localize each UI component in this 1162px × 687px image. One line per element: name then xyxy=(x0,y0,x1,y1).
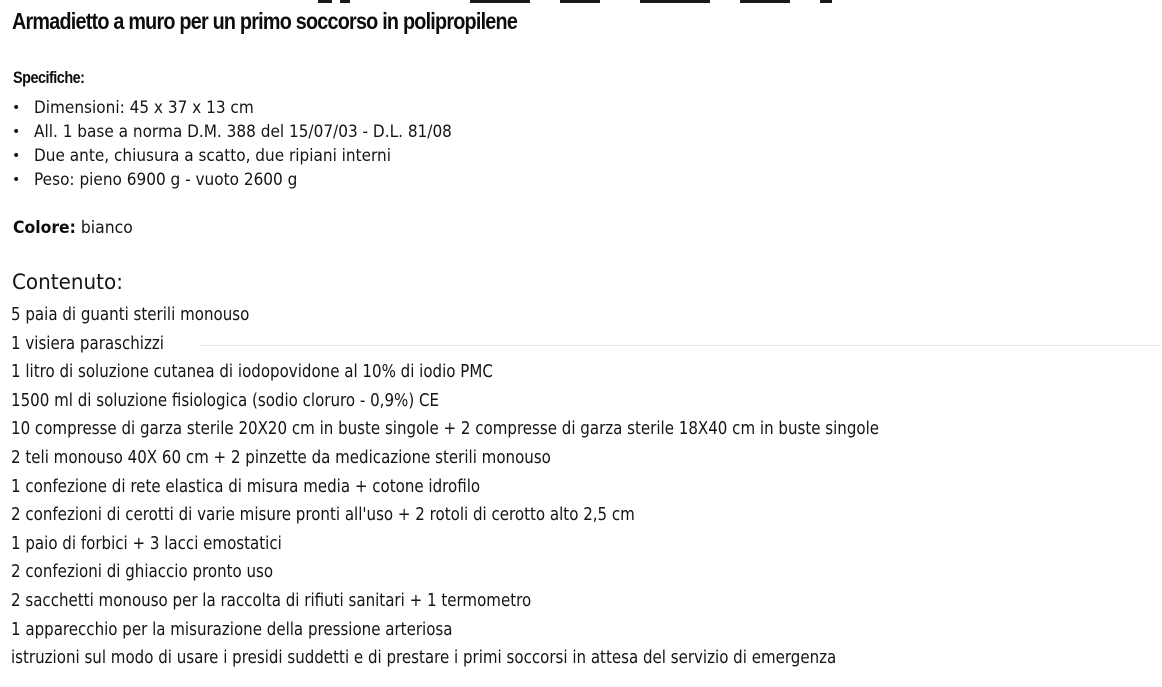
content-item: 2 teli monouso 40X 60 cm + 2 pinzette da medicazione sterili monouso xyxy=(11,447,551,468)
content-item: istruzioni sul modo di usare i presidi suddetti e di prestare i primi soccorsi in attesa del servizio di emergenza xyxy=(11,648,837,669)
spec-item-peso xyxy=(12,168,498,192)
content-item: 1 apparecchio per la misurazione della pressione arteriosa xyxy=(11,619,453,640)
bullet-icon: • xyxy=(12,124,21,140)
spec-text: All. 1 base a norma D.M. 388 del 15/07/03 - D.L. 81/08 xyxy=(34,122,452,142)
spec-item-norma xyxy=(12,120,498,144)
content-item: 1 litro di soluzione cutanea di iodopovidone al 10% di iodio PMC xyxy=(11,362,493,383)
bullet-icon: • xyxy=(12,148,21,164)
bullet-icon: • xyxy=(12,172,21,188)
spec-item-ante xyxy=(12,144,498,168)
spec-text: Due ante, chiusura a scatto, due ripiani interni xyxy=(34,146,392,166)
specifiche-heading: Specifiche: xyxy=(13,68,85,87)
content-item: 2 sacchetti monouso per la raccolta di rifiuti sanitari + 1 termometro xyxy=(11,590,532,611)
colore-line xyxy=(13,218,133,238)
spec-text: Peso: pieno 6900 g - vuoto 2600 g xyxy=(34,170,298,190)
content-item: 1 visiera paraschizzi xyxy=(11,333,164,354)
spec-text: Dimensioni: 45 x 37 x 13 cm xyxy=(34,98,254,118)
content-item: 10 compresse di garza sterile 20X20 cm in buste singole + 2 compresse di garza sterile 18X40 cm in buste singole xyxy=(11,419,880,440)
colore-value: bianco xyxy=(80,218,133,238)
content-item: 1 confezione di rete elastica di misura media + cotone idrofilo xyxy=(11,476,481,497)
content-item: 5 paia di guanti sterili monouso xyxy=(11,305,250,325)
content-item: 1500 ml di soluzione fisiologica (sodio cloruro - 0,9%) CE xyxy=(11,390,439,411)
bullet-icon: • xyxy=(12,100,21,116)
specifiche-list xyxy=(12,96,498,192)
cropped-text-strip xyxy=(0,0,1162,4)
content-item: 1 paio di forbici + 3 lacci emostatici xyxy=(11,533,282,554)
colore-label: Colore: xyxy=(13,218,76,238)
content-item: 2 confezioni di ghiaccio pronto uso xyxy=(11,562,274,583)
contenuto-list xyxy=(11,303,1020,675)
product-title: Armadietto a muro per un primo soccorso in polipropilene xyxy=(12,8,518,34)
spec-item-dimensioni xyxy=(12,96,498,120)
contenuto-heading: Contenuto: xyxy=(12,270,123,294)
content-item: 2 confezioni di cerotti di varie misure pronti all'uso + 2 rotoli di cerotto alto 2,5 cm xyxy=(11,505,635,526)
